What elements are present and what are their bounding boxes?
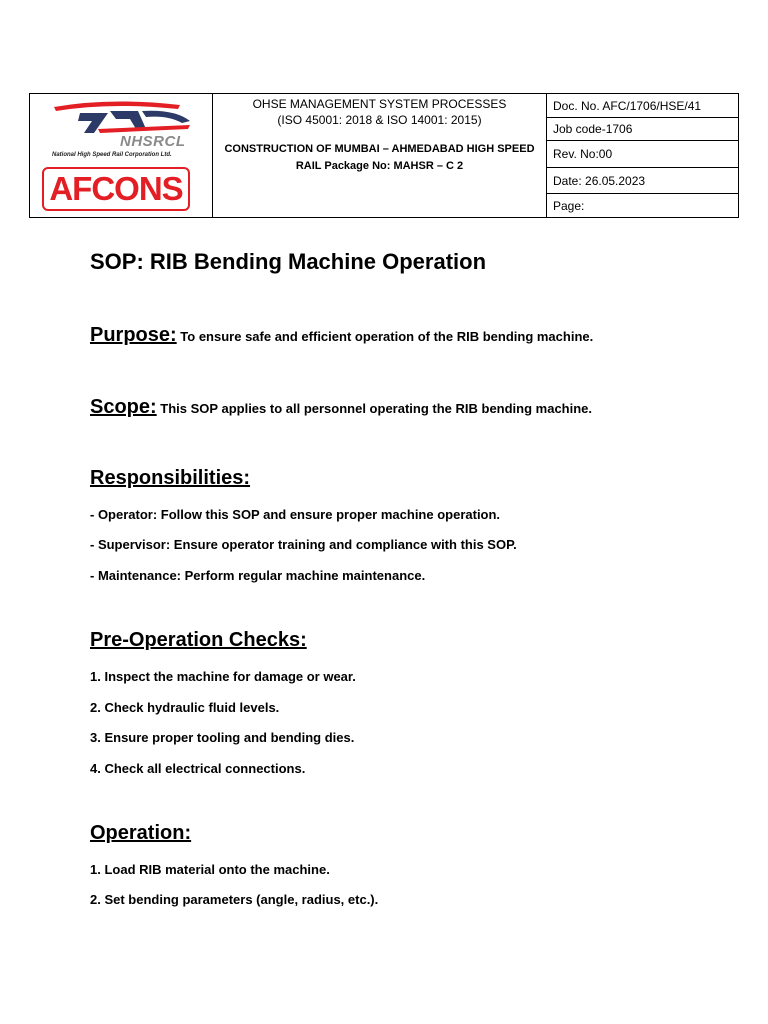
afcons-logo xyxy=(42,167,190,211)
logos-block xyxy=(30,95,212,217)
scope-heading: Scope: xyxy=(90,396,157,418)
operation-item: 1. Load RIB material onto the machine. xyxy=(90,862,330,877)
operation-heading: Operation: xyxy=(90,822,192,844)
iso-standards: (ISO 45001: 2018 & ISO 14001: 2015) xyxy=(277,113,482,127)
scope-section xyxy=(90,396,592,419)
responsibility-item: - Operator: Follow this SOP and ensure proper machine operation. xyxy=(90,507,501,522)
operation-item: 2. Set bending parameters (angle, radius, etc.). xyxy=(90,892,379,907)
sop-title: SOP: RIB Bending Machine Operation xyxy=(90,249,487,274)
responsibility-item: - Supervisor: Ensure operator training and compliance with this SOP. xyxy=(90,537,517,552)
page-cell: Page: xyxy=(547,194,739,218)
nhsrcl-logo-text: NHSRCL xyxy=(120,132,186,150)
header-middle-cell xyxy=(213,94,547,218)
rev-no-cell: Rev. No:00 xyxy=(547,141,739,168)
responsibilities-heading: Responsibilities: xyxy=(90,467,251,489)
purpose-heading: Purpose: xyxy=(90,324,177,346)
pre-operation-item: 3. Ensure proper tooling and bending dies. xyxy=(90,730,355,745)
purpose-text: To ensure safe and efficient operation of the RIB bending machine. xyxy=(176,329,594,344)
pre-operation-item: 2. Check hydraulic fluid levels. xyxy=(90,700,280,715)
project-name: CONSTRUCTION OF MUMBAI – AHMEDABAD HIGH SPEED xyxy=(224,143,535,155)
scope-text: This SOP applies to all personnel operating the RIB bending machine. xyxy=(156,401,593,416)
nhsrcl-full-name: National High Speed Rail Corporation Ltd. xyxy=(52,151,172,158)
job-code-cell: Job code-1706 xyxy=(547,118,739,141)
responsibility-item: - Maintenance: Perform regular machine maintenance. xyxy=(90,568,426,583)
logo-cell xyxy=(30,94,213,218)
ohse-title: OHSE MANAGEMENT SYSTEM PROCESSES xyxy=(252,97,507,111)
afcons-logo-text: AFCONS xyxy=(49,169,183,207)
document-header-table xyxy=(29,93,739,218)
date-cell: Date: 26.05.2023 xyxy=(547,168,739,194)
pre-operation-heading: Pre-Operation Checks: xyxy=(90,629,307,651)
doc-no-cell: Doc. No. AFC/1706/HSE/41 xyxy=(547,94,739,118)
purpose-section xyxy=(90,324,593,347)
pre-operation-item: 4. Check all electrical connections. xyxy=(90,761,306,776)
pre-operation-item: 1. Inspect the machine for damage or wear. xyxy=(90,669,356,684)
package-no: RAIL Package No: MAHSR – C 2 xyxy=(295,160,464,172)
